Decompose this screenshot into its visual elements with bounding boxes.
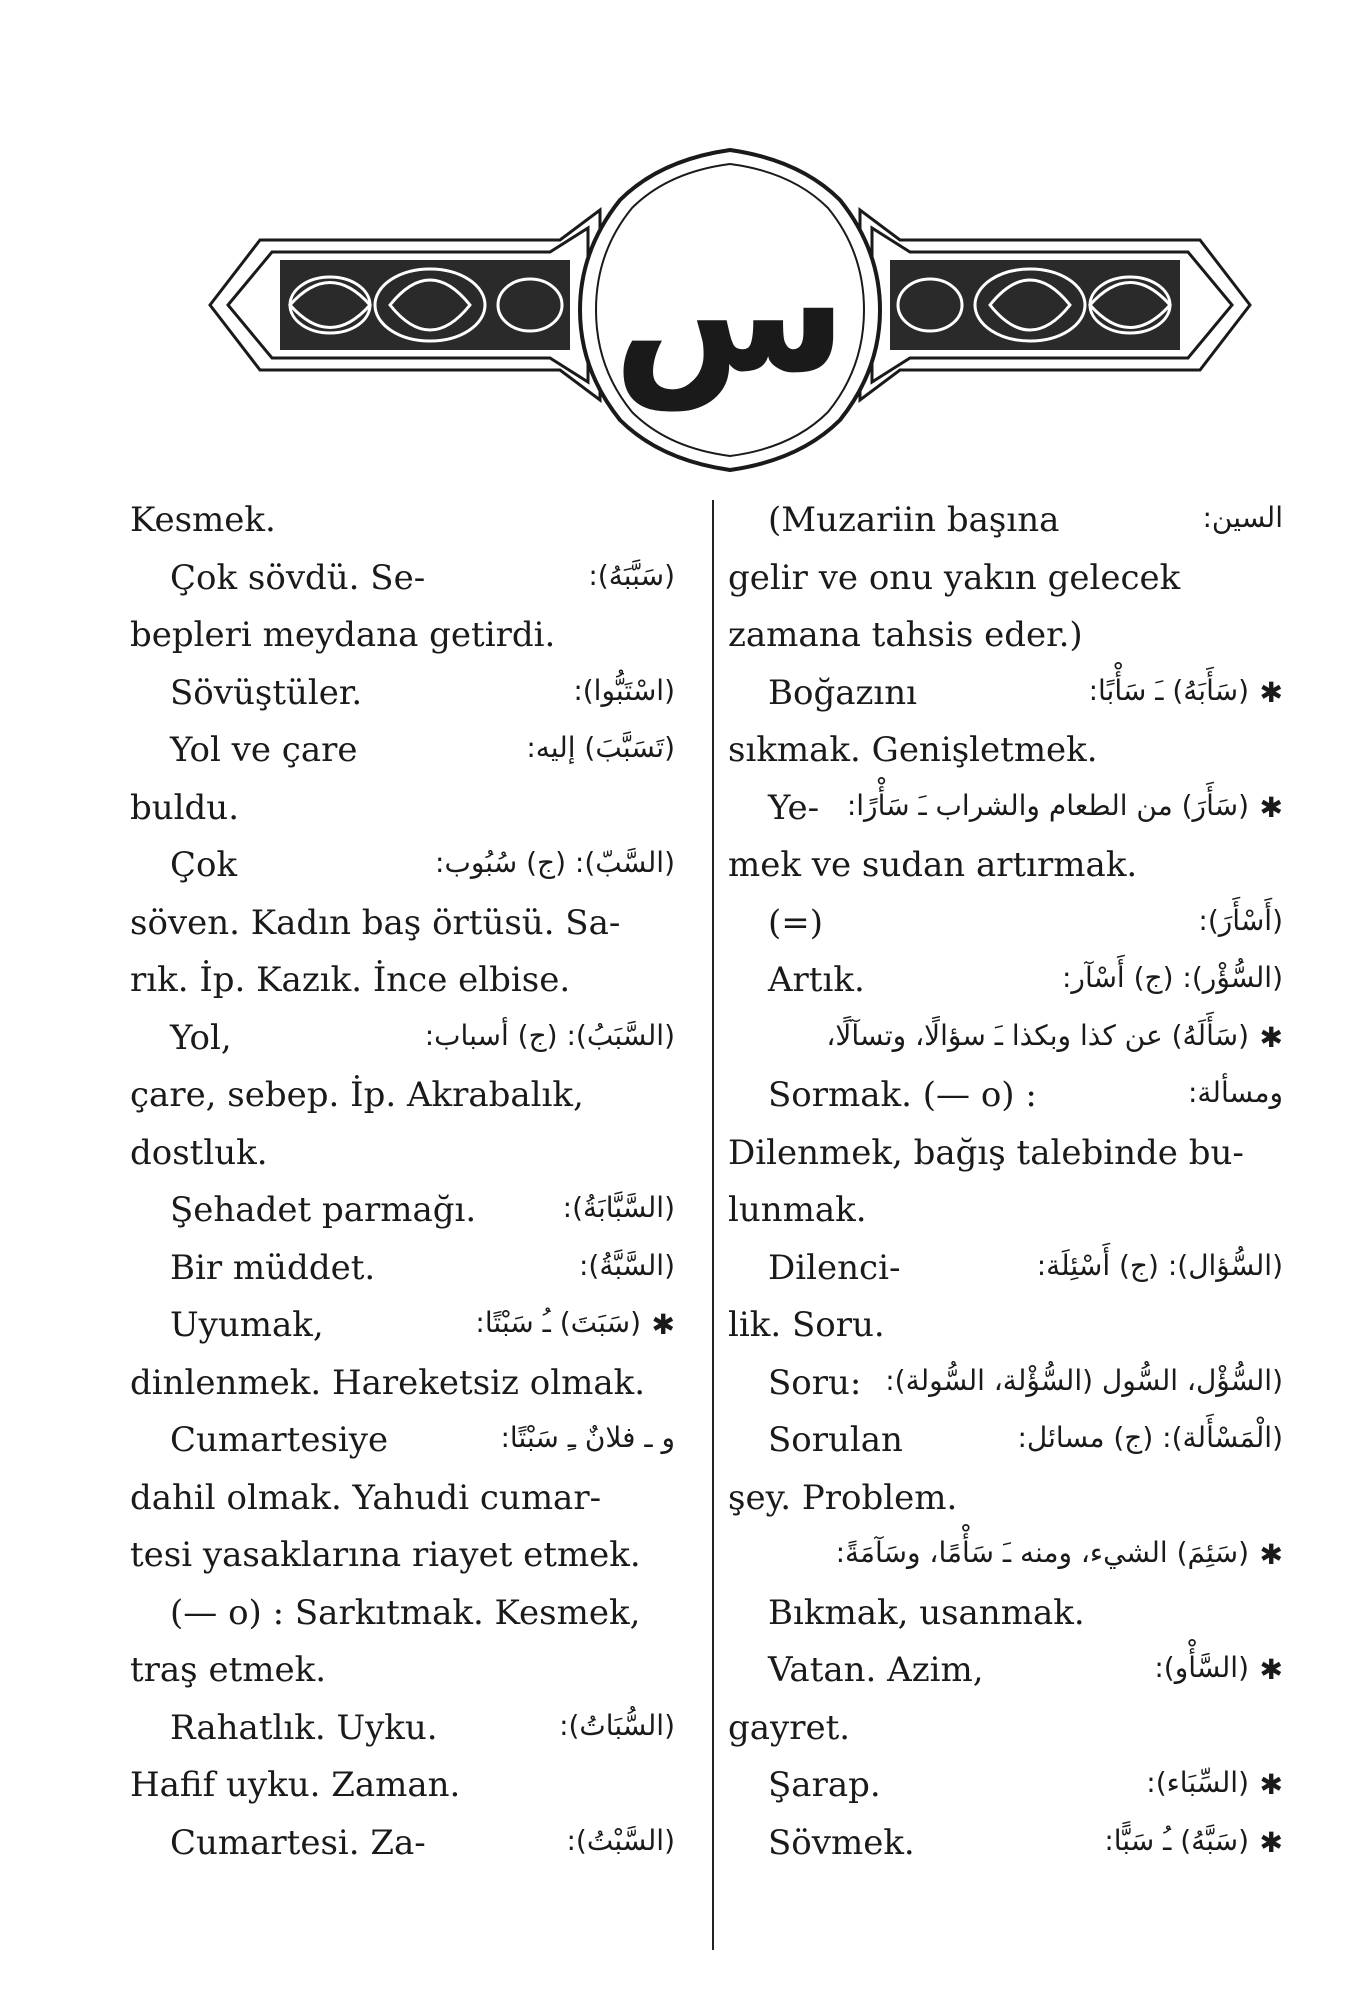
turkish-text: Soru: bbox=[768, 1362, 862, 1403]
entry-line bbox=[130, 1700, 675, 1758]
arabic-headword: (سَأَلَهُ) عن كذا وبكذا ـَ سؤالًا، وتسآلًا، bbox=[826, 1018, 1249, 1052]
entry-line bbox=[130, 952, 675, 1010]
arabic-headword: (السُّؤال): (ج) أَسْئِلَة: bbox=[1036, 1248, 1283, 1282]
turkish-text: Bir müddet. bbox=[170, 1247, 376, 1288]
entry-line bbox=[728, 1470, 1283, 1528]
entry-line bbox=[130, 780, 675, 838]
right-column bbox=[728, 492, 1283, 1872]
asterisk-marker: ✱ bbox=[1259, 790, 1283, 824]
arabic-headword: ومسألة: bbox=[1187, 1076, 1283, 1109]
arabic-headword: السين: bbox=[1202, 501, 1283, 534]
turkish-text: Yol ve çare bbox=[170, 730, 358, 770]
entry-line bbox=[728, 1757, 1283, 1815]
turkish-text: Çok sövdü. Se- bbox=[170, 557, 426, 598]
entry-line bbox=[130, 1757, 675, 1815]
entry-line bbox=[728, 837, 1283, 895]
entry-line bbox=[728, 1815, 1283, 1873]
turkish-text: Dilenci- bbox=[768, 1247, 901, 1288]
turkish-text: dinlenmek. Hareketsiz olmak. bbox=[130, 1362, 645, 1403]
entry-line bbox=[130, 492, 675, 550]
entry-line bbox=[130, 1815, 675, 1873]
turkish-text: söven. Kadın baş örtüsü. Sa- bbox=[130, 902, 621, 943]
turkish-text: Bıkmak, usanmak. bbox=[768, 1592, 1085, 1633]
entry-line bbox=[130, 895, 675, 953]
entry-line bbox=[130, 1240, 675, 1298]
entry-line bbox=[130, 665, 675, 723]
turkish-text: Ye- bbox=[768, 787, 820, 828]
arabic-headword: (السَّأْو): bbox=[1154, 1651, 1249, 1684]
arabic-headword: (السَّبَّةُ): bbox=[578, 1248, 675, 1282]
arabic-headword: (السَّبْتُ): bbox=[566, 1823, 675, 1857]
turkish-text: dahil olmak. Yahudi cumar- bbox=[130, 1477, 602, 1518]
entry-line bbox=[130, 1067, 675, 1125]
entry-line bbox=[130, 1412, 675, 1470]
entry-line bbox=[728, 1010, 1283, 1068]
turkish-text: gayret. bbox=[728, 1707, 851, 1748]
arabic-headword: (سَبَتَ) ـُ سَبْتًا: bbox=[475, 1306, 641, 1339]
turkish-text: (=) bbox=[768, 902, 824, 943]
turkish-text: Kesmek. bbox=[130, 500, 276, 540]
turkish-text: şey. Problem. bbox=[728, 1477, 958, 1518]
arabic-headword: (السَّبَّابَةُ): bbox=[562, 1191, 675, 1224]
entry-line bbox=[130, 1355, 675, 1413]
entry-line bbox=[728, 1297, 1283, 1355]
entry-line bbox=[728, 1700, 1283, 1758]
turkish-text: zamana tahsis eder.) bbox=[728, 615, 1083, 655]
asterisk-marker: ✱ bbox=[1259, 1768, 1283, 1801]
entry-line bbox=[728, 1182, 1283, 1240]
arabic-headword: و ـ فلانٌ ـِ سَبْتًا: bbox=[500, 1421, 675, 1454]
turkish-text: Cumartesiye bbox=[170, 1420, 389, 1460]
entry-line bbox=[728, 550, 1283, 608]
turkish-text: dostluk. bbox=[130, 1132, 268, 1173]
left-column bbox=[130, 492, 675, 1872]
turkish-text: Sorulan bbox=[768, 1420, 903, 1460]
entry-line bbox=[130, 1527, 675, 1585]
asterisk-marker: ✱ bbox=[651, 1308, 675, 1341]
turkish-text: Vatan. Azim, bbox=[768, 1650, 984, 1690]
entry-line bbox=[728, 722, 1283, 780]
arabic-headword: (السُّؤْل، السُّول (السُّؤْلة، السُّولة): bbox=[885, 1363, 1283, 1397]
entry-line bbox=[728, 952, 1283, 1010]
turkish-text: Artık. bbox=[768, 960, 865, 1000]
entry-line bbox=[728, 1125, 1283, 1183]
header-letter: س bbox=[612, 213, 848, 411]
turkish-text: buldu. bbox=[130, 787, 240, 828]
arabic-headword: (اسْتَبُّوا): bbox=[573, 673, 675, 707]
header-ornament bbox=[200, 140, 1260, 480]
entry-line bbox=[728, 1240, 1283, 1298]
entry-line bbox=[130, 1010, 675, 1068]
arabic-headword: (سَأَبَهُ) ـَ سَأْبًا: bbox=[1088, 673, 1249, 707]
turkish-text: lik. Soru. bbox=[728, 1305, 885, 1345]
entry-line bbox=[728, 895, 1283, 953]
turkish-text: Hafif uyku. Zaman. bbox=[130, 1765, 461, 1805]
entry-line bbox=[728, 607, 1283, 665]
arabic-headword: (سَبَّهُ) ـُ سَبًّا: bbox=[1104, 1823, 1249, 1857]
entry-line bbox=[130, 1585, 675, 1643]
arabic-headword: (السُّؤْر): (ج) أَسْآر: bbox=[1061, 961, 1283, 994]
entry-line bbox=[728, 665, 1283, 723]
turkish-text: rık. İp. Kazık. İnce elbise. bbox=[130, 960, 571, 1000]
turkish-text: Boğazını bbox=[768, 672, 918, 713]
entry-line bbox=[728, 780, 1283, 838]
entry-line bbox=[130, 1470, 675, 1528]
arabic-headword: (السَّبَبُ): (ج) أسباب: bbox=[424, 1018, 675, 1052]
arabic-headword: (سَئِمَ) الشيء، ومنه ـَ سَأْمًا، وسَآمَةً: bbox=[835, 1536, 1249, 1569]
turkish-text: Dilenmek, bağış talebinde bu- bbox=[728, 1132, 1244, 1173]
arabic-headword: (الْمَسْأَلة): (ج) مسائل: bbox=[1017, 1421, 1283, 1454]
entry-line bbox=[728, 1642, 1283, 1700]
turkish-text: mek ve sudan artırmak. bbox=[728, 845, 1138, 885]
arabic-headword: (السُّبَاتُ): bbox=[559, 1708, 675, 1742]
asterisk-marker: ✱ bbox=[1259, 1538, 1283, 1571]
entry-line bbox=[728, 1067, 1283, 1125]
entry-line bbox=[130, 550, 675, 608]
column-divider bbox=[712, 500, 714, 1950]
entry-line bbox=[728, 1412, 1283, 1470]
turkish-text: Şehadet parmağı. bbox=[170, 1190, 477, 1230]
arabic-headword: (سَبَّبَهُ): bbox=[588, 558, 675, 592]
asterisk-marker: ✱ bbox=[1259, 1020, 1283, 1054]
turkish-text: tesi yasaklarına riayet etmek. bbox=[130, 1535, 641, 1575]
turkish-text: traş etmek. bbox=[130, 1650, 326, 1690]
entry-line bbox=[130, 837, 675, 895]
asterisk-marker: ✱ bbox=[1259, 675, 1283, 709]
turkish-text: Çok bbox=[170, 845, 238, 885]
turkish-text: (— o) : Sarkıtmak. Kesmek, bbox=[170, 1592, 641, 1633]
entry-line bbox=[130, 722, 675, 780]
arabic-headword: (السَّبّ): (ج) سُبُوب: bbox=[435, 846, 675, 879]
turkish-text: Sövmek. bbox=[768, 1822, 915, 1863]
turkish-text: lunmak. bbox=[728, 1190, 867, 1230]
turkish-text: Rahatlık. Uyku. bbox=[170, 1707, 438, 1748]
asterisk-marker: ✱ bbox=[1259, 1653, 1283, 1686]
turkish-text: çare, sebep. İp. Akrabalık, bbox=[130, 1075, 584, 1115]
entry-line bbox=[130, 607, 675, 665]
arabic-headword: (تَسَبَّبَ) إليه: bbox=[526, 731, 675, 764]
turkish-text: gelir ve onu yakın gelecek bbox=[728, 557, 1181, 598]
arabic-headword: (سَأَرَ) من الطعام والشراب ـَ سَأْرًا: bbox=[846, 788, 1249, 822]
turkish-text: Sormak. (— o) : bbox=[768, 1075, 1037, 1115]
arabic-headword: (أَسْأَرَ): bbox=[1198, 903, 1283, 937]
entry-line bbox=[130, 1642, 675, 1700]
turkish-text: sıkmak. Genişletmek. bbox=[728, 730, 1098, 770]
turkish-text: bepleri meydana getirdi. bbox=[130, 615, 556, 655]
turkish-text: Cumartesi. Za- bbox=[170, 1822, 426, 1863]
turkish-text: (Muzariin başına bbox=[768, 500, 1060, 540]
asterisk-marker: ✱ bbox=[1259, 1825, 1283, 1859]
turkish-text: Sövüştüler. bbox=[170, 672, 363, 713]
entry-line bbox=[728, 1585, 1283, 1643]
turkish-text: Uyumak, bbox=[170, 1305, 324, 1345]
entry-line bbox=[130, 1182, 675, 1240]
turkish-text: Şarap. bbox=[768, 1765, 881, 1805]
entry-line bbox=[130, 1297, 675, 1355]
entry-line bbox=[728, 1527, 1283, 1585]
entry-line bbox=[728, 1355, 1283, 1413]
arabic-headword: (السِّبَاء): bbox=[1146, 1766, 1249, 1799]
entry-line bbox=[728, 492, 1283, 550]
entry-line bbox=[130, 1125, 675, 1183]
turkish-text: Yol, bbox=[170, 1017, 232, 1058]
